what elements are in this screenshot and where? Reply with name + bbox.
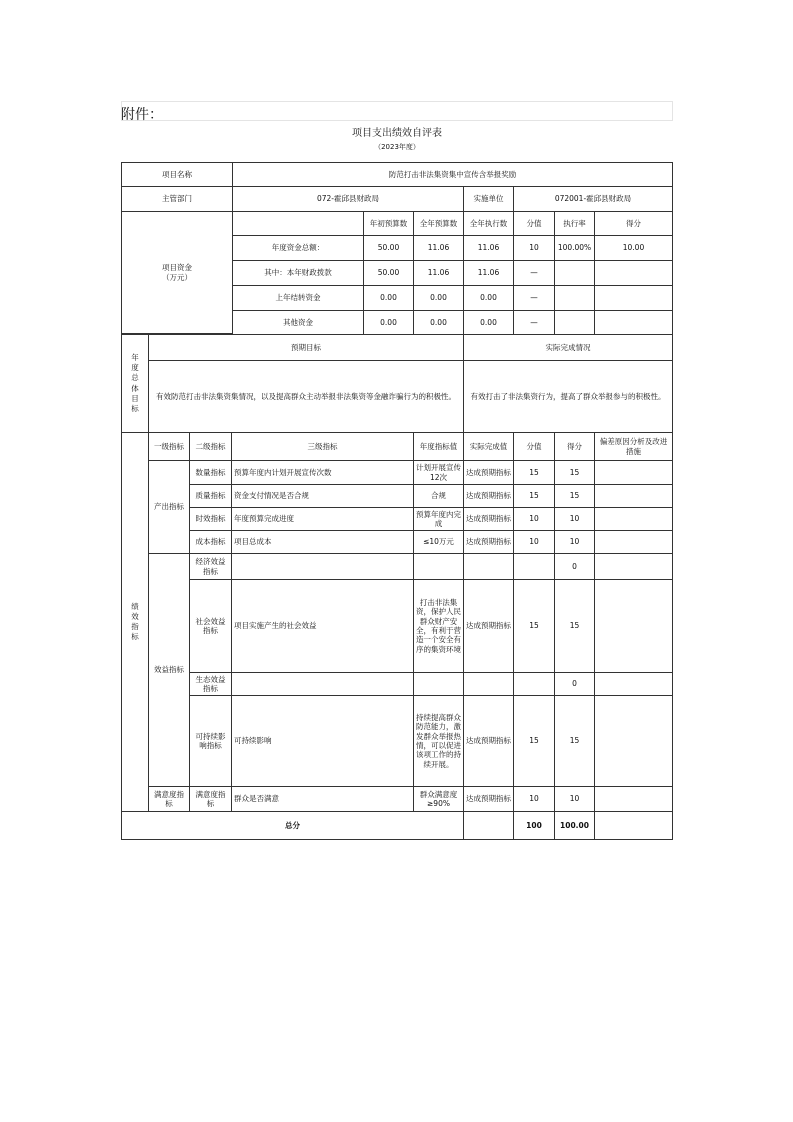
perf-deviation [594, 484, 673, 508]
perf-score: 15 [554, 484, 595, 508]
funds-row-initial: 0.00 [363, 310, 414, 335]
funds-row-score [594, 310, 673, 335]
sheet-grid-line [121, 101, 673, 121]
funds-row-annual: 11.06 [413, 235, 464, 261]
funds-row-exec: 11.06 [463, 260, 514, 286]
perf-deviation [594, 553, 673, 580]
funds-row-exec: 0.00 [463, 285, 514, 311]
perf-deviation [594, 460, 673, 485]
perf-actual: 达成预期指标 [463, 484, 514, 508]
perf-deviation [594, 579, 673, 673]
total-label: 总分 [121, 811, 464, 840]
perf-l3: 预算年度内计划开展宣传次数 [231, 460, 414, 485]
perf-score: 10 [554, 786, 595, 812]
perf-l3: 年度预算完成进度 [231, 507, 414, 531]
unit-value: 072001-霍邱县财政局 [513, 186, 673, 212]
funds-row-initial: 50.00 [363, 260, 414, 286]
expected-goal-header: 预期目标 [148, 334, 464, 361]
perf-l3: 项目总成本 [231, 530, 414, 554]
funds-row-score-value: — [513, 260, 555, 286]
perf-header: 偏差原因分析及改进措施 [594, 432, 673, 461]
perf-l2: 满意度指标 [189, 786, 232, 812]
perf-actual [463, 672, 514, 696]
perf-target: 预算年度内完成 [413, 507, 464, 531]
perf-target: 计划开展宣传12次 [413, 460, 464, 485]
funds-row-score-value: — [513, 310, 555, 335]
perf-deviation [594, 530, 673, 554]
perf-value: 15 [513, 695, 555, 787]
perf-score: 15 [554, 460, 595, 485]
funds-label: 项目资金 （万元） [121, 211, 233, 334]
perf-score: 0 [554, 672, 595, 696]
funds-row-name: 其中：本年财政拨款 [232, 260, 364, 286]
funds-row-rate [554, 285, 595, 311]
funds-row-exec: 11.06 [463, 235, 514, 261]
expected-goal-text: 有效防范打击非法集资集情况，以及提高群众主动举报非法集资等金融诈骗行为的积极性。 [148, 360, 464, 433]
actual-goal-text: 有效打击了非法集资行为，提高了群众举报参与的积极性。 [463, 360, 673, 433]
funds-row-annual: 0.00 [413, 285, 464, 311]
output-indicator-label: 产出指标 [148, 460, 190, 554]
perf-target: ≤10万元 [413, 530, 464, 554]
attachment-label: 附件： [121, 107, 163, 123]
funds-header: 分值 [513, 211, 555, 236]
perf-actual: 达成预期指标 [463, 695, 514, 787]
unit-label: 实施单位 [463, 186, 514, 212]
perf-deviation [594, 786, 673, 812]
project-name: 防范打击非法集资集中宣传含举报奖励 [232, 162, 673, 187]
perf-target [413, 672, 464, 696]
funds-header: 全年执行数 [463, 211, 514, 236]
funds-row-rate [554, 260, 595, 286]
perf-value [513, 553, 555, 580]
perf-score: 0 [554, 553, 595, 580]
perf-l3: 资金支付情况是否合规 [231, 484, 414, 508]
perf-target [413, 553, 464, 580]
perf-l3: 群众是否满意 [231, 786, 414, 812]
perf-target: 群众满意度≥90% [413, 786, 464, 812]
funds-row-score [594, 285, 673, 311]
perf-score: 15 [554, 695, 595, 787]
perf-value: 10 [513, 530, 555, 554]
funds-row-name: 上年结转资金 [232, 285, 364, 311]
funds-header: 年初预算数 [363, 211, 414, 236]
report-year: （2023年度） [374, 143, 420, 151]
perf-header: 三级指标 [231, 432, 414, 461]
perf-score: 15 [554, 579, 595, 673]
perf-l3: 可持续影响 [231, 695, 414, 787]
perf-l2: 成本指标 [189, 530, 232, 554]
perf-value: 15 [513, 579, 555, 673]
perf-header: 一级指标 [148, 432, 190, 461]
perf-value: 10 [513, 507, 555, 531]
funds-row-rate [554, 310, 595, 335]
funds-row-score-value: 10 [513, 235, 555, 261]
total-deviation [594, 811, 673, 840]
perf-actual [463, 553, 514, 580]
funds-row-rate: 100.00% [554, 235, 595, 261]
perf-header: 二级指标 [189, 432, 232, 461]
perf-header: 分值 [513, 432, 555, 461]
perf-l3 [231, 672, 414, 696]
perf-deviation [594, 507, 673, 531]
funds-row-score-value: — [513, 285, 555, 311]
perf-header: 实际完成值 [463, 432, 514, 461]
perf-actual: 达成预期指标 [463, 579, 514, 673]
goals-label: 年度总体目标 [121, 334, 149, 433]
funds-header-blank [232, 211, 364, 236]
perf-header: 年度指标值 [413, 432, 464, 461]
funds-row-score: 10.00 [594, 235, 673, 261]
perf-actual: 达成预期指标 [463, 507, 514, 531]
dept-label: 主管部门 [121, 186, 233, 212]
funds-row-annual: 0.00 [413, 310, 464, 335]
project-name-label: 项目名称 [121, 162, 233, 187]
perf-actual: 达成预期指标 [463, 786, 514, 812]
perf-header: 得分 [554, 432, 595, 461]
funds-header: 全年预算数 [413, 211, 464, 236]
perf-target: 合规 [413, 484, 464, 508]
perf-l2: 社会效益指标 [189, 579, 232, 673]
funds-header: 执行率 [554, 211, 595, 236]
total-blank [463, 811, 514, 840]
actual-goal-header: 实际完成情况 [463, 334, 673, 361]
dept-value: 072-霍邱县财政局 [232, 186, 464, 212]
perf-l3 [231, 553, 414, 580]
perf-value: 15 [513, 460, 555, 485]
perf-l2: 可持续影响指标 [189, 695, 232, 787]
perf-score: 10 [554, 530, 595, 554]
funds-row-name: 年度资金总额： [232, 235, 364, 261]
benefit-indicator-label: 效益指标 [148, 553, 190, 787]
perf-target: 打击非法集资，保护人民群众财产安全，有利于营造一个安全有序的集资环境 [413, 579, 464, 673]
funds-row-exec: 0.00 [463, 310, 514, 335]
perf-l2: 生态效益指标 [189, 672, 232, 696]
perf-l2: 时效指标 [189, 507, 232, 531]
total-score: 100.00 [554, 811, 595, 840]
perf-deviation [594, 672, 673, 696]
perf-value: 10 [513, 786, 555, 812]
satisfaction-indicator-label: 满意度指标 [148, 786, 190, 812]
funds-row-annual: 11.06 [413, 260, 464, 286]
perf-deviation [594, 695, 673, 787]
perf-actual: 达成预期指标 [463, 460, 514, 485]
perf-value [513, 672, 555, 696]
perf-score: 10 [554, 507, 595, 531]
funds-row-initial: 50.00 [363, 235, 414, 261]
perf-value: 15 [513, 484, 555, 508]
perf-target: 持续提高群众防范能力，激发群众举报热情，可以促进该项工作的持续开展。 [413, 695, 464, 787]
perf-l3: 项目实施产生的社会效益 [231, 579, 414, 673]
funds-row-score [594, 260, 673, 286]
perf-l2: 经济效益指标 [189, 553, 232, 580]
perf-l2: 数量指标 [189, 460, 232, 485]
perf-l2: 质量指标 [189, 484, 232, 508]
page-title: 项目支出绩效自评表 [352, 128, 442, 139]
funds-row-initial: 0.00 [363, 285, 414, 311]
funds-header: 得分 [594, 211, 673, 236]
funds-row-name: 其他资金 [232, 310, 364, 335]
total-value: 100 [513, 811, 555, 840]
perf-actual: 达成预期指标 [463, 530, 514, 554]
perf-label: 绩效指标 [121, 432, 149, 812]
